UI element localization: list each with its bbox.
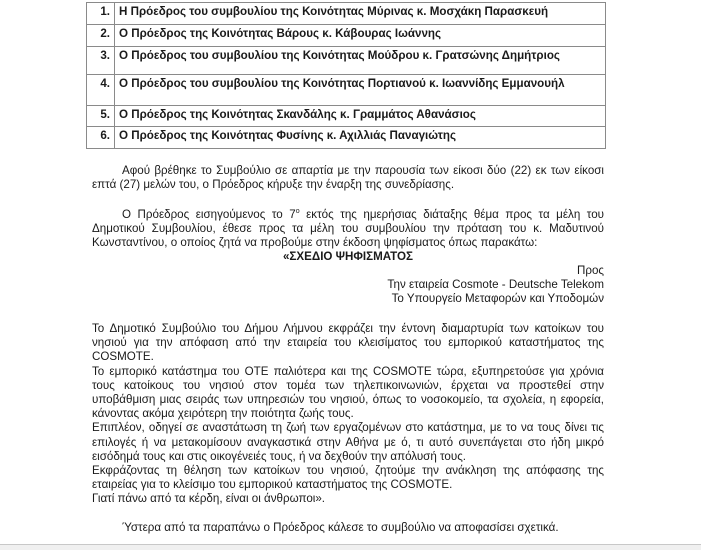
ordinal-superscript: ο — [295, 208, 300, 215]
addressee-to: Προς — [576, 264, 604, 277]
row-number: 5. — [87, 106, 115, 127]
table-row — [87, 75, 606, 106]
intro-text-after: εκτός της ημερήσιας διάταξης θέμα προς τα μέλη του Δημοτικού Συμβουλίου, έθεσε προς τα μέλη του συμβουλίου την πρόταση του κ. Μαδυτινού Κωνσταντίνου, ο οποίος ζητά να προβούμε στην έκδοση ψηφίσματος όπως παρακάτω: — [92, 208, 604, 250]
addressee-block — [92, 264, 604, 307]
resolution-paragraph: Το εμπορικό κατάστημα του ΟΤΕ παλιότερα και της COSMOTE τώρα, εξυπηρετούσε για χρόνια τους κατοίκους του νησιού στον τομέα των τηλεπικοινωνιών, έρχεται να προστεθεί στην υποβάθμιση μιας σειράς των υπηρεσιών του νησιού, όπως το νοσοκομείο, τα σχολεία, η εφορεία, κάνοντας ακόμα χειρότερη την ποιότητα ζωής τους. — [92, 364, 604, 421]
table-row — [87, 47, 606, 75]
table-row — [87, 3, 606, 25]
intro-text-before: Ο Πρόεδρος εισηγούμενος το 7 — [122, 208, 296, 221]
row-text: Η Πρόεδρος του συμβουλίου της Κοινότητας Μύρινας κ. Μοσχάκη Παρασκευή — [115, 3, 606, 25]
addressee-line: Την εταιρεία Cosmote - Deutsche Telekom — [387, 278, 604, 292]
row-text: Ο Πρόεδρος της Κοινότητας Σκανδάλης κ. Γραμμάτος Αθανάσιος — [115, 106, 606, 127]
closing-paragraph: Ύστερα από τα παραπάνω ο Πρόεδρος κάλεσε το συμβούλιο να αποφασίσει σχετικά. — [122, 521, 559, 534]
row-text: Ο Πρόεδρος της Κοινότητας Φυσίνης κ. Αχιλλιάς Παναγιώτης — [115, 127, 606, 149]
table-row — [87, 25, 606, 47]
resolution-paragraph: Επιπλέον, οδηγεί σε αναστάτωση τη ζωή των εργαζομένων στο κατάστημα, με το να τους δίνει τις επιλογές ή να μετακομίσουν αναγκαστικά στην Αθήνα με ό, τι αυτό συνεπάγεται στο ήδη μικρό εισόδημά τους και στις οικογένειές τους, ή να δεχθούν την απόλυσή τους. — [92, 421, 604, 463]
table-row — [87, 127, 606, 149]
resolution-paragraph: Γιατί πάνω από τα κέρδη, είναι οι άνθρωποι». — [92, 492, 326, 506]
table-row — [87, 106, 606, 127]
row-number: 3. — [87, 47, 115, 75]
draft-title: «ΣΧΕΔΙΟ ΨΗΦΙΣΜΑΤΟΣ — [282, 250, 414, 263]
row-number: 4. — [87, 75, 115, 106]
intro-paragraph — [92, 208, 604, 251]
members-table — [86, 2, 606, 149]
row-number: 6. — [87, 127, 115, 149]
quorum-paragraph: Αφού βρέθηκε το Συμβούλιο σε απαρτία με την παρουσία των είκοσι δύο (22) εκ των είκοσι επτά (27) μελών του, ο Πρόεδρος κήρυξε την έναρξη της συνεδρίασης. — [92, 164, 604, 192]
row-number: 2. — [87, 25, 115, 47]
row-number: 1. — [87, 3, 115, 25]
addressee-line: Το Υπουργείο Μεταφορών και Υποδομών — [391, 292, 604, 306]
resolution-body — [92, 322, 604, 507]
row-text: Ο Πρόεδρος του συμβουλίου της Κοινότητας Μούδρου κ. Γρατσώνης Δημήτριος — [115, 47, 606, 75]
resolution-paragraph: Εκφράζοντας τη θέληση των κατοίκων του νησιού, ζητούμε την ανάκληση της απόφασης της εταιρείας για το κλείσιμο του εμπορικού καταστήματος της COSMOTE. — [92, 464, 604, 492]
page-bottom-border — [0, 544, 701, 550]
resolution-paragraph: Το Δημοτικό Συμβούλιο του Δήμου Λήμνου εκφράζει την έντονη διαμαρτυρία των κατοίκων του νησιού για την απόφαση από την εταιρεία του κλεισίματος του εμπορικού καταστήματος της COSMOTE. — [92, 322, 604, 364]
row-text: Ο Πρόεδρος του συμβουλίου της Κοινότητας Πορτιανού κ. Ιωαννίδης Εμμανουήλ — [115, 75, 606, 106]
row-text: Ο Πρόεδρος της Κοινότητας Βάρους κ. Κάβουρας Ιωάννης — [115, 25, 606, 47]
